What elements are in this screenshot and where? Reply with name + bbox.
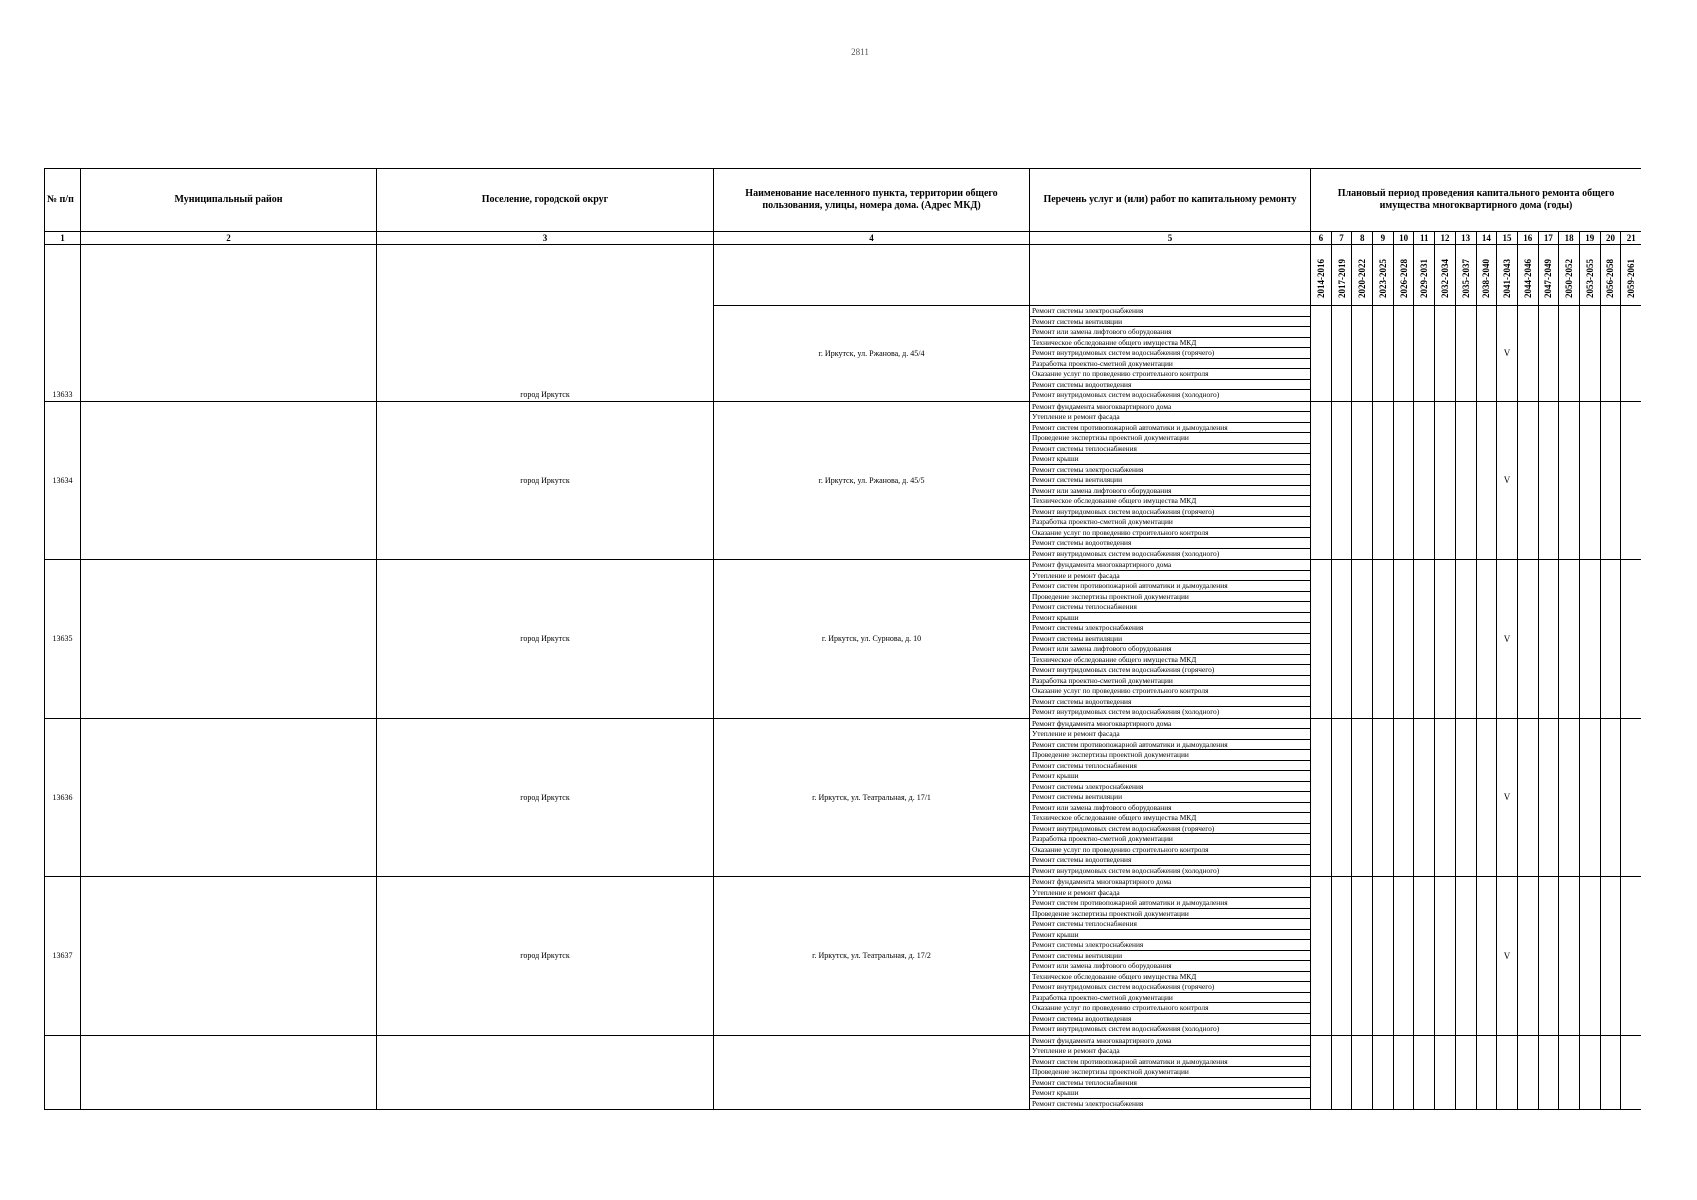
year-label: 2056-2058 bbox=[1605, 259, 1616, 298]
service-item: Ремонт систем противопожарной автоматики и дымоудаления bbox=[1030, 581, 1310, 592]
service-item: Утепление и ремонт фасада bbox=[1030, 1046, 1310, 1057]
year-label: 2047-2049 bbox=[1543, 259, 1554, 298]
column-number: 3 bbox=[377, 232, 714, 245]
row-settlement: город Иркутск bbox=[377, 245, 714, 402]
service-item: Ремонт систем противопожарной автоматики и дымоудаления bbox=[1030, 740, 1310, 751]
period-cell bbox=[1476, 718, 1497, 877]
service-item: Ремонт внутридомовых систем водоснабжения (горячего) bbox=[1030, 824, 1310, 835]
period-cell bbox=[1600, 877, 1621, 1036]
period-cell bbox=[1352, 877, 1373, 1036]
period-cell bbox=[1414, 401, 1435, 560]
service-item: Разработка проектно-сметной документации bbox=[1030, 676, 1310, 687]
column-number: 4 bbox=[714, 232, 1030, 245]
period-cell bbox=[1538, 877, 1559, 1036]
period-cell bbox=[1311, 306, 1332, 402]
service-item: Утепление и ремонт фасада bbox=[1030, 729, 1310, 740]
period-cell bbox=[1455, 306, 1476, 402]
row-settlement: город Иркутск bbox=[377, 560, 714, 719]
period-cell bbox=[1579, 718, 1600, 877]
period-cell bbox=[1517, 306, 1538, 402]
service-item: Ремонт внутридомовых систем водоснабжения (холодного) bbox=[1032, 390, 1220, 399]
table-row-partial bbox=[45, 1035, 1642, 1110]
column-number: 8 bbox=[1352, 232, 1373, 245]
service-item: Ремонт или замена лифтового оборудования bbox=[1030, 803, 1310, 814]
period-cell bbox=[1455, 1035, 1476, 1110]
service-item: Разработка проектно-сметной документации bbox=[1030, 993, 1310, 1004]
service-item: Ремонт системы вентиляции bbox=[1030, 475, 1310, 486]
services-cell bbox=[1030, 718, 1311, 877]
header-services: Перечень услуг и (или) работ по капитальному ремонту bbox=[1030, 169, 1311, 232]
period-cell bbox=[1476, 401, 1497, 560]
service-item: Ремонт систем противопожарной автоматики и дымоудаления bbox=[1030, 423, 1310, 434]
service-item: Ремонт крыши bbox=[1030, 930, 1310, 941]
period-cell bbox=[1435, 560, 1456, 719]
row-settlement: город Иркутск bbox=[377, 401, 714, 560]
row-number: 13633 bbox=[45, 245, 81, 402]
period-cell bbox=[1600, 401, 1621, 560]
year-header bbox=[1497, 245, 1518, 306]
period-cell bbox=[1476, 560, 1497, 719]
service-item: Ремонт внутридомовых систем водоснабжения (холодного) bbox=[1032, 707, 1220, 716]
row-number: 13635 bbox=[45, 560, 81, 719]
year-header bbox=[1579, 245, 1600, 306]
year-label: 2044-2046 bbox=[1522, 259, 1533, 298]
service-item: Ремонт системы вентиляции bbox=[1030, 951, 1310, 962]
year-header bbox=[1559, 245, 1580, 306]
service-item: Ремонт фундамента многоквартирного дома bbox=[1030, 402, 1310, 413]
service-item: Ремонт системы вентиляции bbox=[1030, 792, 1310, 803]
service-item: Ремонт системы электроснабжения bbox=[1030, 306, 1310, 317]
period-cell bbox=[1517, 718, 1538, 877]
header-period: Плановый период проведения капитального ремонта общего имущества многоквартирного дома (годы) bbox=[1311, 169, 1642, 232]
period-cell bbox=[1559, 718, 1580, 877]
row-district bbox=[81, 1035, 377, 1110]
column-number: 6 bbox=[1311, 232, 1332, 245]
row-settlement: город Иркутск bbox=[377, 877, 714, 1036]
period-cell bbox=[1331, 401, 1352, 560]
period-cell: V bbox=[1497, 560, 1518, 719]
period-cell bbox=[1414, 877, 1435, 1036]
period-cell bbox=[1600, 306, 1621, 402]
service-item: Ремонт внутридомовых систем водоснабжения (холодного) bbox=[1032, 548, 1220, 558]
year-label: 2038-2040 bbox=[1481, 259, 1492, 298]
row-address bbox=[714, 1035, 1030, 1110]
period-cell bbox=[1331, 1035, 1352, 1110]
service-item: Ремонт системы электроснабжения bbox=[1032, 1098, 1144, 1108]
period-cell bbox=[1373, 877, 1394, 1036]
period-cell bbox=[1311, 401, 1332, 560]
service-item: Ремонт системы вентиляции bbox=[1030, 317, 1310, 328]
services-cell bbox=[1030, 306, 1311, 402]
services-list bbox=[1030, 1036, 1310, 1110]
period-cell bbox=[1352, 401, 1373, 560]
year-label: 2035-2037 bbox=[1460, 259, 1471, 298]
services-cell bbox=[1030, 1035, 1311, 1110]
services-list bbox=[1030, 560, 1310, 718]
service-item: Ремонт внутридомовых систем водоснабжения (горячего) bbox=[1030, 982, 1310, 993]
column-number: 19 bbox=[1579, 232, 1600, 245]
period-cell bbox=[1579, 877, 1600, 1036]
year-label: 2059-2061 bbox=[1626, 259, 1637, 298]
period-cell bbox=[1455, 401, 1476, 560]
column-number: 18 bbox=[1559, 232, 1580, 245]
period-cell bbox=[1331, 560, 1352, 719]
period-cell bbox=[1621, 306, 1641, 402]
service-item: Проведение экспертизы проектной документации bbox=[1030, 433, 1310, 444]
service-item: Ремонт фундамента многоквартирного дома bbox=[1030, 560, 1310, 571]
service-item: Разработка проектно-сметной документации bbox=[1030, 834, 1310, 845]
service-item: Разработка проектно-сметной документации bbox=[1030, 517, 1310, 528]
period-cell bbox=[1579, 1035, 1600, 1110]
period-cell bbox=[1517, 560, 1538, 719]
service-item: Оказание услуг по проведению строительного контроля bbox=[1030, 369, 1310, 380]
period-cell bbox=[1538, 560, 1559, 719]
header-num: № п/п bbox=[45, 169, 81, 232]
service-item: Утепление и ремонт фасада bbox=[1030, 888, 1310, 899]
year-label: 2041-2043 bbox=[1502, 259, 1513, 298]
page-number: 2811 bbox=[851, 47, 869, 57]
period-cell bbox=[1476, 306, 1497, 402]
period-cell: V bbox=[1497, 877, 1518, 1036]
service-item: Ремонт крыши bbox=[1030, 1088, 1310, 1099]
row-settlement bbox=[377, 1035, 714, 1110]
period-cell bbox=[1455, 560, 1476, 719]
year-header bbox=[1435, 245, 1456, 306]
period-cell: V bbox=[1497, 306, 1518, 402]
year-label: 2050-2052 bbox=[1564, 259, 1575, 298]
period-cell bbox=[1331, 718, 1352, 877]
service-item: Ремонт внутридомовых систем водоснабжения (холодного) bbox=[1032, 865, 1220, 875]
column-number: 9 bbox=[1373, 232, 1394, 245]
period-cell bbox=[1497, 1035, 1518, 1110]
period-cell bbox=[1621, 401, 1641, 560]
year-header bbox=[1455, 245, 1476, 306]
period-cell bbox=[1538, 306, 1559, 402]
period-cell bbox=[1373, 306, 1394, 402]
service-item: Проведение экспертизы проектной документации bbox=[1030, 750, 1310, 761]
services-cell bbox=[1030, 560, 1311, 719]
year-header bbox=[1373, 245, 1394, 306]
column-number: 10 bbox=[1393, 232, 1414, 245]
service-item: Утепление и ремонт фасада bbox=[1030, 571, 1310, 582]
table-row bbox=[45, 245, 1642, 306]
period-cell bbox=[1559, 1035, 1580, 1110]
service-item: Ремонт крыши bbox=[1030, 771, 1310, 782]
period-cell bbox=[1311, 1035, 1332, 1110]
service-item: Ремонт системы теплоснабжения bbox=[1030, 761, 1310, 772]
service-item: Ремонт фундамента многоквартирного дома bbox=[1030, 1036, 1310, 1047]
capital-repair-table bbox=[44, 168, 1641, 1110]
row-address-blank bbox=[714, 245, 1030, 306]
services-list bbox=[1030, 719, 1310, 877]
services-cell bbox=[1030, 401, 1311, 560]
year-header bbox=[1352, 245, 1373, 306]
service-item: Ремонт или замена лифтового оборудования bbox=[1030, 961, 1310, 972]
year-label: 2026-2028 bbox=[1398, 259, 1409, 298]
period-cell: V bbox=[1497, 401, 1518, 560]
header-row bbox=[45, 169, 1642, 232]
service-item: Ремонт или замена лифтового оборудования bbox=[1030, 644, 1310, 655]
service-item: Ремонт системы теплоснабжения bbox=[1030, 602, 1310, 613]
period-cell bbox=[1579, 560, 1600, 719]
services-cell bbox=[1030, 877, 1311, 1036]
period-cell bbox=[1352, 1035, 1373, 1110]
column-number: 5 bbox=[1030, 232, 1311, 245]
period-cell bbox=[1435, 306, 1456, 402]
service-item: Ремонт системы водоотведения bbox=[1030, 855, 1310, 866]
year-label: 2029-2031 bbox=[1419, 259, 1430, 298]
service-item: Техническое обследование общего имущества МКД bbox=[1030, 496, 1310, 507]
service-item: Ремонт крыши bbox=[1030, 613, 1310, 624]
column-number: 12 bbox=[1435, 232, 1456, 245]
period-cell bbox=[1414, 1035, 1435, 1110]
row-number: 13637 bbox=[45, 877, 81, 1036]
services-list bbox=[1030, 402, 1310, 560]
period-cell bbox=[1373, 560, 1394, 719]
service-item: Ремонт системы теплоснабжения bbox=[1030, 444, 1310, 455]
table-row bbox=[45, 877, 1642, 1036]
period-cell bbox=[1311, 560, 1332, 719]
service-item: Ремонт внутридомовых систем водоснабжения (горячего) bbox=[1030, 348, 1310, 359]
period-cell bbox=[1621, 560, 1641, 719]
period-cell bbox=[1373, 401, 1394, 560]
service-item: Оказание услуг по проведению строительного контроля bbox=[1030, 528, 1310, 539]
period-cell bbox=[1517, 401, 1538, 560]
column-number: 16 bbox=[1517, 232, 1538, 245]
service-item: Ремонт фундамента многоквартирного дома bbox=[1030, 877, 1310, 888]
period-cell bbox=[1435, 401, 1456, 560]
period-cell bbox=[1393, 560, 1414, 719]
period-cell bbox=[1517, 1035, 1538, 1110]
service-item: Техническое обследование общего имущества МКД bbox=[1030, 338, 1310, 349]
service-item: Ремонт системы водоотведения bbox=[1030, 538, 1310, 549]
service-item: Ремонт внутридомовых систем водоснабжения (горячего) bbox=[1030, 665, 1310, 676]
service-item: Ремонт системы вентиляции bbox=[1030, 634, 1310, 645]
service-item: Ремонт фундамента многоквартирного дома bbox=[1030, 719, 1310, 730]
year-header bbox=[1331, 245, 1352, 306]
period-cell bbox=[1414, 560, 1435, 719]
column-number: 1 bbox=[45, 232, 81, 245]
period-cell bbox=[1393, 401, 1414, 560]
period-cell bbox=[1579, 306, 1600, 402]
table-row bbox=[45, 401, 1642, 560]
column-number: 14 bbox=[1476, 232, 1497, 245]
period-cell bbox=[1621, 877, 1641, 1036]
column-number-row bbox=[45, 232, 1642, 245]
header-settlement: Поселение, городской округ bbox=[377, 169, 714, 232]
row-district bbox=[81, 718, 377, 877]
service-item: Ремонт или замена лифтового оборудования bbox=[1030, 327, 1310, 338]
period-cell bbox=[1373, 718, 1394, 877]
period-cell bbox=[1455, 877, 1476, 1036]
period-cell bbox=[1476, 1035, 1497, 1110]
period-cell: V bbox=[1497, 718, 1518, 877]
period-cell bbox=[1559, 560, 1580, 719]
services-list bbox=[1030, 877, 1310, 1035]
service-item: Техническое обследование общего имущества МКД bbox=[1030, 972, 1310, 983]
period-cell bbox=[1538, 401, 1559, 560]
period-cell bbox=[1311, 718, 1332, 877]
period-cell bbox=[1621, 718, 1641, 877]
row-address: г. Иркутск, ул. Сурнова, д. 10 bbox=[714, 560, 1030, 719]
row-district bbox=[81, 401, 377, 560]
capital-repair-table-wrapper bbox=[44, 168, 1641, 1185]
year-label: 2023-2025 bbox=[1377, 259, 1388, 298]
period-cell bbox=[1352, 560, 1373, 719]
period-cell bbox=[1393, 1035, 1414, 1110]
service-item: Ремонт системы электроснабжения bbox=[1030, 782, 1310, 793]
year-label: 2053-2055 bbox=[1584, 259, 1595, 298]
period-cell bbox=[1621, 1035, 1641, 1110]
service-item: Ремонт внутридомовых систем водоснабжения (холодного) bbox=[1032, 1024, 1220, 1033]
period-cell bbox=[1600, 1035, 1621, 1110]
row-number: 13634 bbox=[45, 401, 81, 560]
period-cell bbox=[1331, 306, 1352, 402]
period-cell bbox=[1600, 718, 1621, 877]
service-item: Утепление и ремонт фасада bbox=[1030, 412, 1310, 423]
header-address: Наименование населенного пункта, территории общего пользования, улицы, номера дома. (Адрес МКД) bbox=[714, 169, 1030, 232]
service-item: Ремонт системы теплоснабжения bbox=[1030, 919, 1310, 930]
period-cell bbox=[1559, 306, 1580, 402]
period-cell bbox=[1352, 718, 1373, 877]
row-number bbox=[45, 1035, 81, 1110]
service-item: Ремонт или замена лифтового оборудования bbox=[1030, 486, 1310, 497]
period-cell bbox=[1517, 877, 1538, 1036]
row-address: г. Иркутск, ул. Ржанова, д. 45/5 bbox=[714, 401, 1030, 560]
period-cell bbox=[1352, 306, 1373, 402]
service-item: Техническое обследование общего имущества МКД bbox=[1030, 655, 1310, 666]
row-settlement: город Иркутск bbox=[377, 718, 714, 877]
column-number: 11 bbox=[1414, 232, 1435, 245]
year-header bbox=[1393, 245, 1414, 306]
period-cell bbox=[1414, 306, 1435, 402]
year-header bbox=[1414, 245, 1435, 306]
period-cell bbox=[1538, 718, 1559, 877]
year-label: 2017-2019 bbox=[1336, 259, 1347, 298]
year-label: 2020-2022 bbox=[1357, 259, 1368, 298]
service-item: Ремонт систем противопожарной автоматики и дымоудаления bbox=[1030, 1057, 1310, 1068]
row-services-blank bbox=[1030, 245, 1311, 306]
year-header bbox=[1311, 245, 1332, 306]
year-header bbox=[1538, 245, 1559, 306]
table-row bbox=[45, 560, 1642, 719]
period-cell bbox=[1579, 401, 1600, 560]
service-item: Оказание услуг по проведению строительного контроля bbox=[1030, 1003, 1310, 1014]
header-district: Муниципальный район bbox=[81, 169, 377, 232]
column-number: 13 bbox=[1455, 232, 1476, 245]
period-cell bbox=[1331, 877, 1352, 1036]
period-cell bbox=[1476, 877, 1497, 1036]
year-label: 2014-2016 bbox=[1315, 259, 1326, 298]
column-number: 2 bbox=[81, 232, 377, 245]
service-item: Ремонт системы водоотведения bbox=[1030, 1014, 1310, 1025]
service-item: Ремонт системы электроснабжения bbox=[1030, 940, 1310, 951]
period-cell bbox=[1538, 1035, 1559, 1110]
period-cell bbox=[1393, 306, 1414, 402]
period-cell bbox=[1435, 1035, 1456, 1110]
year-header bbox=[1621, 245, 1641, 306]
period-cell bbox=[1393, 718, 1414, 877]
service-item: Ремонт системы водоотведения bbox=[1030, 380, 1310, 391]
year-header bbox=[1517, 245, 1538, 306]
row-address: г. Иркутск, ул. Театральная, д. 17/2 bbox=[714, 877, 1030, 1036]
service-item: Ремонт системы электроснабжения bbox=[1030, 623, 1310, 634]
row-address: г. Иркутск, ул. Ржанова, д. 45/4 bbox=[714, 306, 1030, 402]
row-district bbox=[81, 877, 377, 1036]
service-item: Ремонт крыши bbox=[1030, 454, 1310, 465]
row-address: г. Иркутск, ул. Театральная, д. 17/1 bbox=[714, 718, 1030, 877]
year-header bbox=[1476, 245, 1497, 306]
period-cell bbox=[1393, 877, 1414, 1036]
column-number: 15 bbox=[1497, 232, 1518, 245]
period-cell bbox=[1373, 1035, 1394, 1110]
period-cell bbox=[1414, 718, 1435, 877]
row-district bbox=[81, 245, 377, 402]
column-number: 21 bbox=[1621, 232, 1641, 245]
column-number: 17 bbox=[1538, 232, 1559, 245]
period-cell bbox=[1455, 718, 1476, 877]
service-item: Оказание услуг по проведению строительного контроля bbox=[1030, 845, 1310, 856]
service-item: Разработка проектно-сметной документации bbox=[1030, 359, 1310, 370]
period-cell bbox=[1600, 560, 1621, 719]
row-number: 13636 bbox=[45, 718, 81, 877]
period-cell bbox=[1559, 401, 1580, 560]
column-number: 7 bbox=[1331, 232, 1352, 245]
service-item: Оказание услуг по проведению строительного контроля bbox=[1030, 686, 1310, 697]
service-item: Ремонт системы теплоснабжения bbox=[1030, 1078, 1310, 1089]
service-item: Ремонт системы водоотведения bbox=[1030, 697, 1310, 708]
column-number: 20 bbox=[1600, 232, 1621, 245]
year-label: 2032-2034 bbox=[1439, 259, 1450, 298]
year-header bbox=[1600, 245, 1621, 306]
table-row bbox=[45, 718, 1642, 877]
period-cell bbox=[1559, 877, 1580, 1036]
service-item: Ремонт системы электроснабжения bbox=[1030, 465, 1310, 476]
service-item: Проведение экспертизы проектной документации bbox=[1030, 1067, 1310, 1078]
row-district bbox=[81, 560, 377, 719]
period-cell bbox=[1435, 718, 1456, 877]
service-item: Проведение экспертизы проектной документации bbox=[1030, 592, 1310, 603]
services-list bbox=[1030, 306, 1310, 401]
service-item: Техническое обследование общего имущества МКД bbox=[1030, 813, 1310, 824]
period-cell bbox=[1311, 877, 1332, 1036]
period-cell bbox=[1435, 877, 1456, 1036]
service-item: Ремонт внутридомовых систем водоснабжения (горячего) bbox=[1030, 507, 1310, 518]
service-item: Проведение экспертизы проектной документации bbox=[1030, 909, 1310, 920]
service-item: Ремонт систем противопожарной автоматики и дымоудаления bbox=[1030, 898, 1310, 909]
